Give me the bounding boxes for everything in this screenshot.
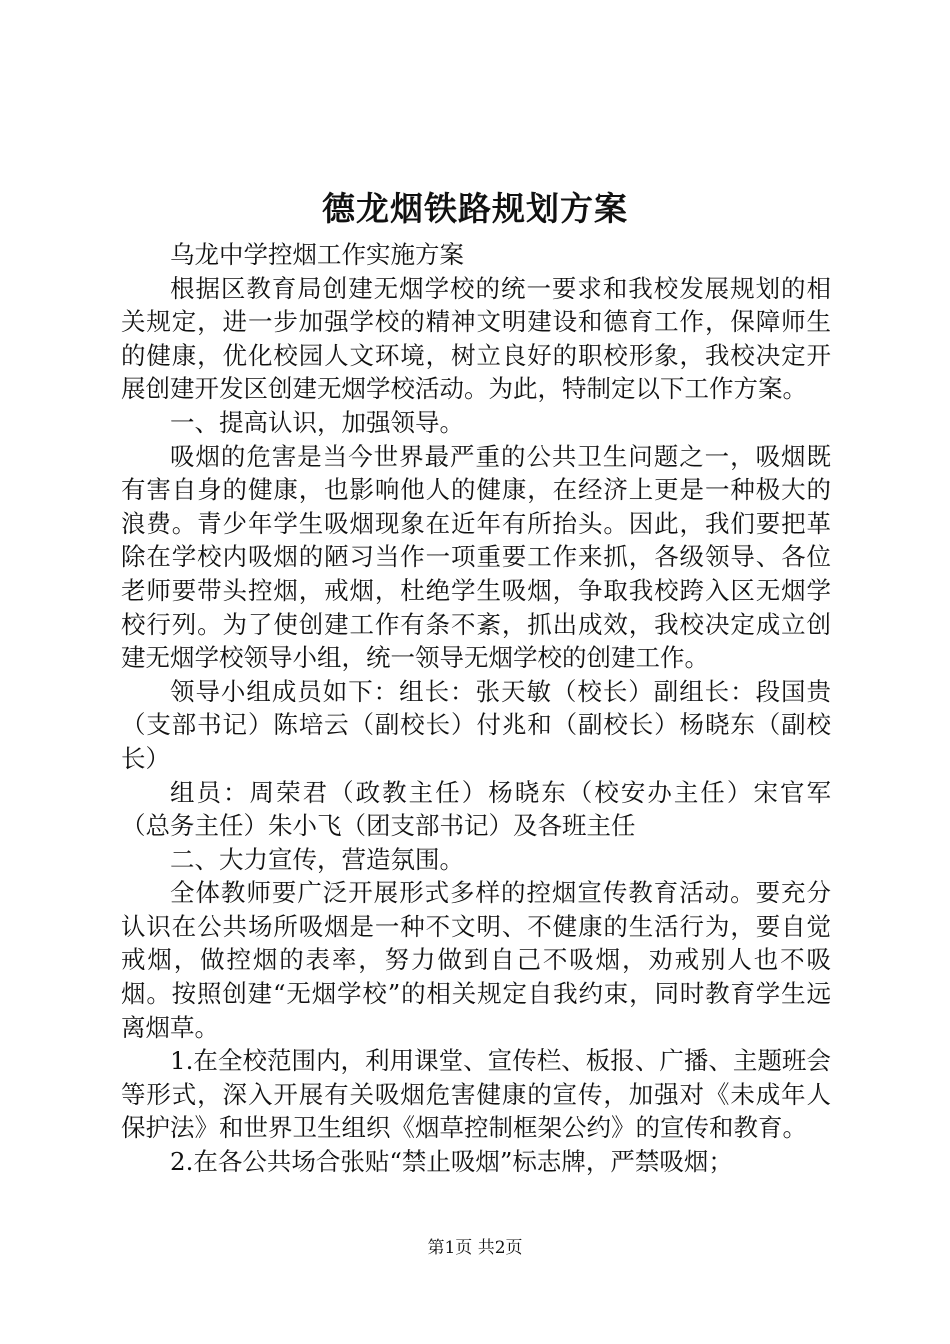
paragraph-subtitle: 乌龙中学控烟工作实施方案 — [170, 240, 464, 269]
document-title: 德龙烟铁路规划方案 — [322, 189, 628, 228]
paragraph-leaders: 领导小组成员如下：组长：张天敏（校长）副组长：段国贵（支部书记）陈培云（副校长）付兆和（副校长）杨晓东（副校长） — [121, 676, 831, 773]
section-heading-2: 二、大力宣传，营造氛围。 — [170, 844, 464, 874]
page-footer: 第1页 共2页 — [427, 1238, 523, 1258]
paragraph-harm: 吸烟的危害是当今世界最严重的公共卫生问题之一，吸烟既有害自身的健康，也影响他人的健康，在经济上更是一种极大的浪费。青少年学生吸烟现象在近年有所抬头。因此，我们要把革除在学校内吸烟的陋习当作一项重要工作来抓，各级领导、各位老师要带头控烟，戒烟，杜绝学生吸烟，争取我校跨入区无烟学校行列。为了使创建工作有条不紊，抓出成效，我校决定成立创建无烟学校领导小组，统一领导无烟学校的创建工作。 — [121, 441, 831, 673]
list-item-1: 1.在全校范围内，利用课堂、宣传栏、板报、广播、主题班会等形式，深入开展有关吸烟危害健康的宣传，加强对《未成年人保护法》和世界卫生组织《烟草控制框架公约》的宣传和教育。 — [121, 1046, 831, 1143]
section-heading-1: 一、提高认识，加强领导。 — [170, 407, 464, 437]
paragraph-intro: 根据区教育局创建无烟学校的统一要求和我校发展规划的相关规定，进一步加强学校的精神文明建设和德育工作，保障师生的健康，优化校园人文环境，树立良好的职校形象，我校决定开展创建开发区创建无烟学校活动。为此，特制定以下工作方案。 — [121, 273, 831, 404]
document-body — [121, 238, 831, 1179]
paragraph-publicity: 全体教师要广泛开展形式多样的控烟宣传教育活动。要充分认识在公共场所吸烟是一种不文明、不健康的生活行为，要自觉戒烟，做控烟的表率，努力做到自己不吸烟，劝戒别人也不吸烟。按照创建“无烟学校”的相关规定自我约束，同时教育学生远离烟草。 — [121, 878, 831, 1042]
list-item-2: 2.在各公共场合张贴“禁止吸烟”标志牌，严禁吸烟； — [170, 1147, 733, 1177]
paragraph-members: 组员：周荣君（政教主任）杨晓东（校安办主任）宋官军（总务主任）朱小飞（团支部书记）及各班主任 — [121, 777, 831, 841]
